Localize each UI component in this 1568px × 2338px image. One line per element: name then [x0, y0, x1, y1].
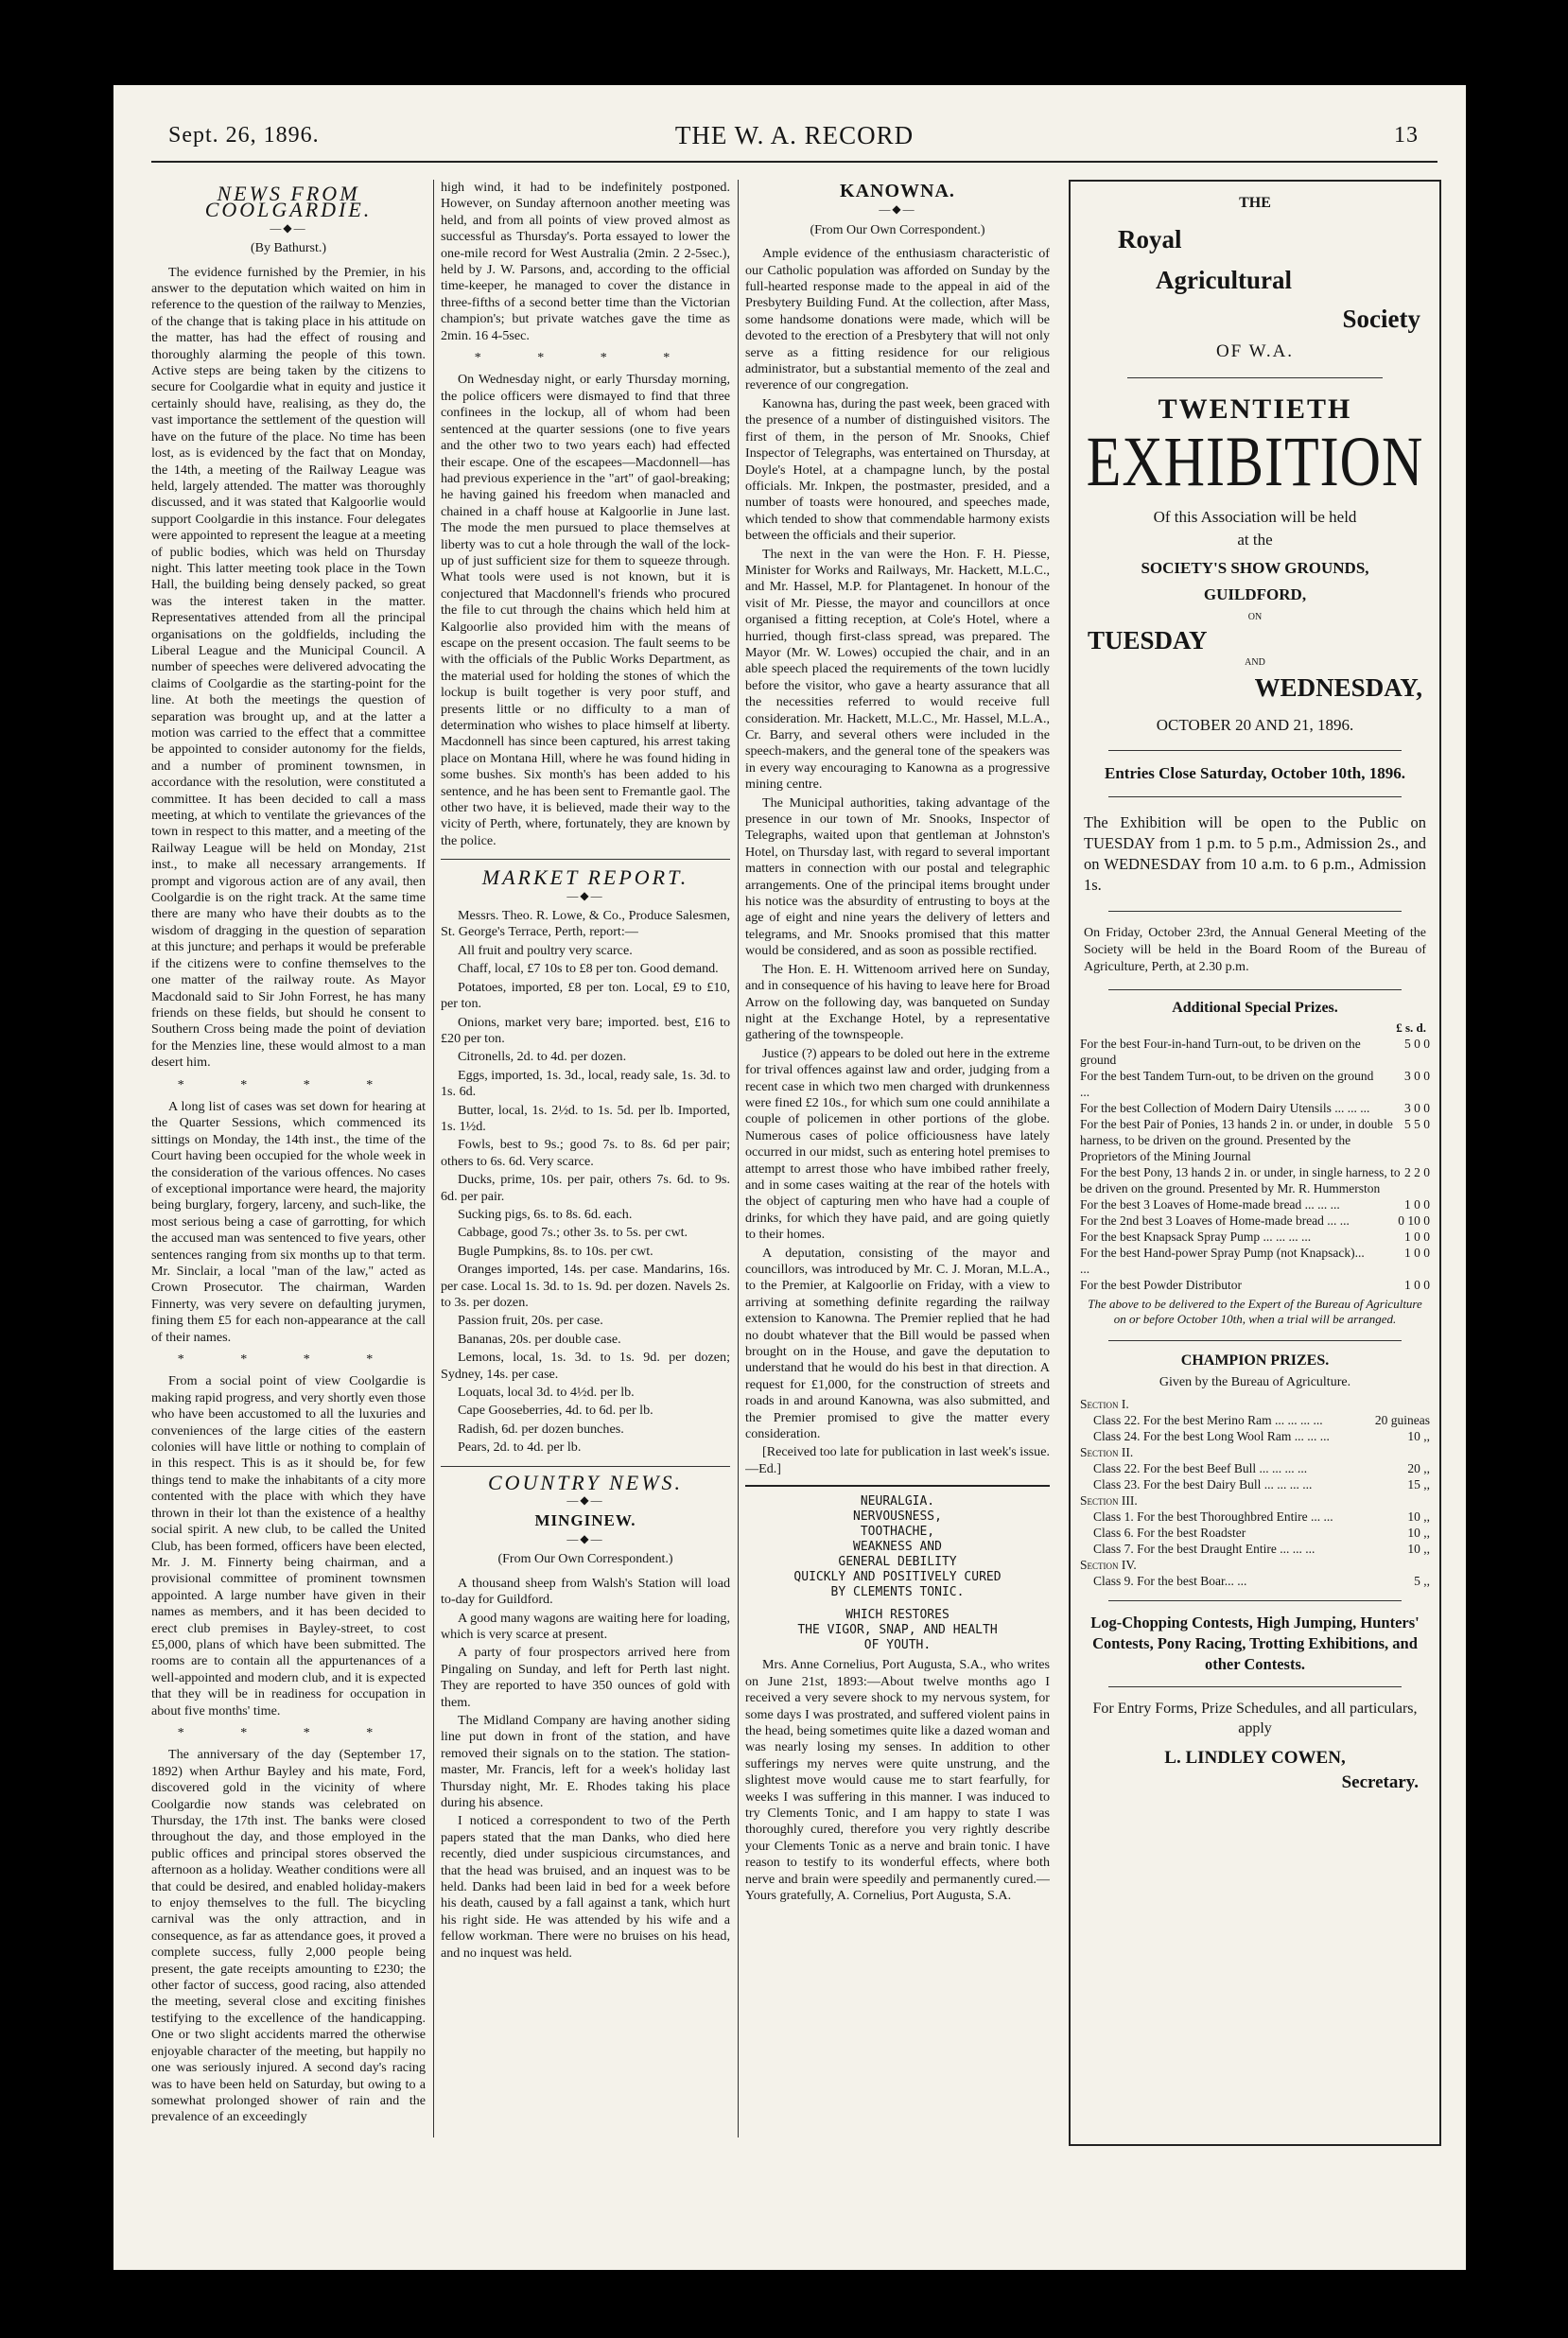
market-item: Fowls, best to 9s.; good 7s. to 8s. 6d per pair; others to 6s. 6d. Very scarce. — [441, 1137, 730, 1169]
column-kanowna — [745, 180, 1050, 2156]
prize-amount: 5 5 0 — [1404, 1117, 1430, 1131]
champion-amount: 10 ,, — [1407, 1429, 1430, 1443]
ad-guildford: GUILDFORD, — [1203, 585, 1307, 603]
ad-champion-prizes: CHAMPION PRIZES. — [1180, 1352, 1330, 1369]
article-paragraph: The next in the van were the Hon. F. H. Piesse, Minister for Works and Railways, Mr. Hackett, M.L.C., and Mr. Hassel, M.P. for Plantagenet. In honour of the visit of Mr. Piesse, the mayor and councillors at once organised a fitting reception, at Cole's Hotel, where a hurried, though first-class spread, was prepared. The Mayor (Mr. W. Lowes) occupied the chair, and in an able speech placed the requirements of the town lucidly before the visitor, who gave a hearty assurance that all the necessities referred to would receive full consideration. Mr. Hackett, M.L.C., Mr. Hassel, M.L.A., Cr. Barry, and several others were included in the speech-makers, and the general tone of the speakers was in every way encouraging to Kanowna as a progressive mining centre. — [745, 546, 1050, 793]
prize-row — [1080, 1100, 1430, 1116]
ad-forms: For Entry Forms, Prize Schedules, and all particulars, apply — [1092, 1701, 1418, 1736]
prize-list — [1080, 1036, 1430, 1293]
article-paragraph: A deputation, consisting of the mayor and councillors, was introduced by Mr. C. J. Moran, M.L.A., to the Premier, at Kalgoorlie on Friday, with a view to arriving at something definite regarding the railway extension to Kanowna. The Premier replied that he had no doubt whatever that the Bill would be passed when brought on in the House, and gave the deputation to understand that he would do his best in that direction. A request for £1,000, for the construction of streets and roads in and around Kanowna, was also submitted, and the Premier promised to give the matter every consideration. — [745, 1245, 1050, 1442]
champion-row — [1080, 1412, 1430, 1428]
advert-line: QUICKLY AND POSITIVELY CURED — [793, 1570, 1002, 1585]
section-stars: * * * * — [177, 1077, 400, 1092]
champion-class: Class 9. For the best Boar... ... — [1093, 1574, 1247, 1588]
ad-and: AND — [1245, 657, 1265, 668]
market-item: Radish, 6d. per dozen bunches. — [458, 1421, 624, 1437]
kanowna-heading: KANOWNA. — [840, 181, 955, 201]
section-stars: * * * * — [474, 351, 697, 366]
coolgardie-heading: NEWS FROM COOLGARDIE. — [204, 182, 373, 222]
champion-row — [1080, 1460, 1430, 1476]
article-paragraph: The anniversary of the day (September 17, 1892) when Arthur Bayley and his mate, Ford, discovered gold in the vicinity of where Coolgardie now stands was celebrated on Thursday, the 17th inst. The banks were closed throughout the day, and those employed in the public offices and principal stores observed the afternoon as a holiday. Weather conditions were all that could be desired, and enabled holiday-makers to enjoy themselves to the full. The bicycling carnival was the only attraction, and in consequence, as far as attendance goes, it proved a complete success, fully 2,000 people being present, the gate receipts amounting to £230; the other factor of success, good racing, also attended the meeting, several close and exciting finishes testifying to the excellence of the handicapping. One or two slight accidents marred the otherwise enjoyable character of the meeting, but happily no one was seriously injured. A second day's racing was to have been held on Saturday, but owing to a somewhat prolonged shower of rain and the prevalence of an exceedingly — [151, 1747, 426, 2125]
market-item: Cape Gooseberries, 4d. to 6d. per lb. — [458, 1403, 653, 1419]
section-label: Section IV. — [1080, 1558, 1137, 1572]
prize-row — [1080, 1068, 1430, 1100]
ad-secretary-name: L. LINDLEY COWEN, — [1164, 1748, 1346, 1768]
ad-given-by: Given by the Bureau of Agriculture. — [1159, 1375, 1351, 1389]
prize-amount: 2 2 0 — [1404, 1165, 1430, 1179]
ad-at-the: at the — [1237, 531, 1273, 549]
champion-section — [1080, 1444, 1430, 1460]
paper-title: THE W. A. RECORD — [674, 121, 915, 149]
ad-opening-hours: The Exhibition will be open to the Public on TUESDAY from 1 p.m. to 5 p.m., Admission 2s., and on WEDNESDAY from 10 a.m. to 6 p.m., Admission 1s. — [1084, 813, 1426, 894]
article-paragraph: A long list of cases was set down for hearing at the Quarter Sessions, which commenced its sittings on Monday, the 14th inst., the time of the Court having been occupied for the whole week in the consideration of the various offences. No cases of exceptional importance were heard, the majority being burglary, forgery, larceny, and such-like, the most serious being a case of garrotting, for which the accused man was sentenced to five years, other sentences ranging from six months up to that term. Mr. Sinclair, a local "man of the law," acted as Crown Prosecutor. The chairman, Warden Finnerty, was very severe on defaulting jurymen, fining them £5 for each non-appearance at the call of their names. — [151, 1098, 426, 1345]
advert-line: OF YOUTH. — [863, 1638, 932, 1653]
advert-line: BY CLEMENTS TONIC. — [830, 1585, 965, 1600]
prize-row — [1080, 1277, 1430, 1293]
minginew-heading: MINGINEW. — [534, 1511, 636, 1530]
article-paragraph: I noticed a correspondent to two of the Perth papers stated that the man Danks, who died here recently, died under suspicious circumstances, and that the head was bruised, and an inquest was to be held. Danks had been laid in bed for a week before his death, caused by a fall against a tank, which hurt his right side. He was attended by his wife and a fellow workman. There were no bruises on his head, and no inquest was held. — [441, 1813, 730, 1961]
champion-class: Class 6. For the best Roadster — [1093, 1526, 1246, 1540]
ad-twentieth: TWENTIETH — [1158, 393, 1352, 425]
ad-the: THE — [1239, 195, 1271, 211]
market-item: Oranges imported, 14s. per case. Mandarins, 16s. per case. Local 1s. 3d. to 1s. 9d. per dozen. Navels 2s. to 3s. per dozen. — [441, 1262, 730, 1310]
prize-description: For the best Powder Distributor — [1080, 1278, 1242, 1292]
market-item: Ducks, prime, 10s. per pair, others 7s. 6d. to 9s. 6d. per pair. — [441, 1172, 730, 1204]
market-item: Cabbage, good 7s.; other 3s. to 5s. per cwt. — [458, 1225, 688, 1241]
market-item: Passion fruit, 20s. per case. — [458, 1313, 603, 1329]
champion-amount: 10 ,, — [1407, 1509, 1430, 1524]
issue-date: Sept. 26, 1896. — [168, 123, 320, 148]
champion-row — [1080, 1428, 1430, 1444]
prize-amount: 1 0 0 — [1404, 1278, 1430, 1292]
prize-description: For the best Pair of Ponies, 13 hands 2 in. or under, in double harness, to be driven on the ground. Presented by the Proprietors of the Mining Journal — [1080, 1117, 1393, 1163]
advert-line: THE VIGOR, SNAP, AND HEALTH — [797, 1623, 998, 1638]
section-stars: * * * * — [177, 1352, 400, 1368]
byline: (By Bathurst.) — [250, 241, 327, 256]
market-item: Eggs, imported, 1s. 3d., local, ready sale, 1s. 3d. to 1s. 6d. — [441, 1067, 730, 1100]
ornament-divider: —◆— — [270, 220, 307, 235]
section-label: Section II. — [1080, 1445, 1134, 1459]
champion-amount: 5 ,, — [1414, 1574, 1430, 1588]
prize-description: For the 2nd best 3 Loaves of Home-made bread ... ... — [1080, 1213, 1350, 1228]
ad-of-wa: OF W.A. — [1215, 341, 1295, 361]
advert-line: TOOTHACHE, — [860, 1525, 935, 1540]
ad-held: Of this Association will be held — [1153, 508, 1357, 526]
ad-on: ON — [1247, 612, 1263, 622]
ad-agricultural: Agricultural — [1156, 266, 1292, 294]
ad-additional-prizes: Additional Special Prizes. — [1172, 1000, 1338, 1016]
masthead — [151, 112, 1437, 155]
champion-section — [1080, 1492, 1430, 1509]
market-item: Chaff, local, £7 10s to £8 per ton. Good demand. — [458, 961, 719, 977]
advert-line: NERVOUSNESS, — [853, 1509, 942, 1525]
prize-amount: 0 10 0 — [1398, 1213, 1430, 1228]
masthead-rule — [151, 161, 1437, 163]
ad-delivered-note: The above to be delivered to the Expert of the Bureau of Agriculture on or before October 10th, when a trial will be arranged. — [1088, 1297, 1422, 1326]
newspaper-page — [113, 85, 1466, 2270]
advert-testimonial: Mrs. Anne Cornelius, Port Augusta, S.A., who writes on June 21st, 1893:—About twelve months ago I received a very severe shock to my nervous system, for some days I was prostrated, and suffered violent pains in the head, being sometimes quite like a dazed woman and was nearly losing my senses. In addition to other sufferings my nerves were quite unstrung, and the slightest move would cause me to start fearfully, for weeks I was suffering in this manner. I was induced to try Clements Tonic, and I am happy to state I was thoroughly cured, therefore you very rightly describe your Clements Tonic as a nerve and brain tonic. I have reason to testify to its wonderful effects, where both nerve and brain were speedily and permanently cured.—Yours gratefully, A. Cornelius, Port Augusta, S.A. — [745, 1657, 1050, 1903]
ad-entries: Entries Close Saturday, October 10th, 1896. — [1105, 764, 1405, 782]
market-intro: Messrs. Theo. R. Lowe, & Co., Produce Salesmen, St. George's Terrace, Perth, report:— — [441, 908, 730, 940]
champion-list — [1080, 1396, 1430, 1589]
market-item: Lemons, local, 1s. 3d. to 1s. 9d. per dozen; Sydney, 14s. per case. — [441, 1350, 730, 1382]
champion-section — [1080, 1396, 1430, 1412]
champion-class: Class 22. For the best Merino Ram ... ... ... ... — [1093, 1413, 1323, 1427]
article-paragraph: The Midland Company are having another siding line put down in front of the station, and have removed their signals on to the station. The station-master, Mr. Francis, left for a week's holiday last Thursday night, Mr. E. Rhodes taking his place during his absence. — [441, 1712, 730, 1810]
champion-class: Class 22. For the best Beef Bull ... ... ... ... — [1093, 1461, 1308, 1475]
article-paragraph: Justice (?) appears to be doled out here in the extreme for trival offences against law and order, judging from a recent case in which two men charged with drunkenness were fined £2 10s., for which sum one could annihilate a couple of policemen in other portions of the globe. Numerous cases of police officiousness have lately occurred in our midst, such as entering hotel premises to attempt to arrest those who have imbibed rather freely, and in some cases waiting at the rear of the hotels with the object of capturing men who have had a couple of drinks, for which they have paid, and are going quietly to their homes. — [745, 1045, 1050, 1243]
market-item: Bananas, 20s. per double case. — [458, 1331, 621, 1347]
column-coolgardie — [151, 180, 426, 2156]
prize-amount: 5 0 0 — [1404, 1037, 1430, 1051]
country-heading: COUNTRY NEWS. — [487, 1470, 684, 1494]
article-paragraph: From a social point of view Coolgardie is making rapid progress, and very shortly even those who have been accustomed to all the luxuries and conveniences of the large cities of the eastern colonies will have little or nothing to complain of in this respect. This is as it should be, for few things tend to make the inhabitants of a city more contented with the place with which they have thrown in their lot than the existence of a healthy social spirit. A new club, to be called the United Club, has been formed, officers have been elected, Mr. J. M. Finnerty being chairman, and a provisional committee of prominent townsmen appointed. A large number have given in their names as members, and it has been decided to erect club premises in Bayley-street, to cost £5,000, plans of which have been submitted. The rooms are to contain all the appurtenances of a well-appointed and modern club, and it is expected that they will be in readiness for occupation in about five months' time. — [151, 1373, 426, 1719]
ornament-divider: —◆— — [566, 1531, 604, 1545]
champion-row — [1080, 1541, 1430, 1557]
market-item: Citronells, 2d. to 4d. per dozen. — [458, 1049, 627, 1065]
prize-description: For the best Tandem Turn-out, to be driven on the ground ... — [1080, 1069, 1374, 1099]
prize-row — [1080, 1116, 1430, 1164]
champion-amount: 10 ,, — [1407, 1542, 1430, 1556]
prize-description: For the best Pony, 13 hands 2 in. or under, in single harness, to be driven on the ground. Presented by Mr. R. Hummerston — [1080, 1165, 1401, 1195]
market-item: Sucking pigs, 6s. to 8s. 6d. each. — [458, 1206, 633, 1222]
prize-amount: 3 0 0 — [1404, 1069, 1430, 1083]
prize-amount: 1 0 0 — [1404, 1246, 1430, 1260]
prize-amount: 1 0 0 — [1404, 1197, 1430, 1212]
market-heading: MARKET REPORT. — [481, 865, 689, 890]
article-paragraph: The evidence furnished by the Premier, in his answer to the deputation which waited on him in reference to the question of the railway to Menzies, of the change that is taking place in his attitude on the matter, has had the effect of rousing and thoroughly alarming the people of this town. Active steps are being taken by the citizens to secure for Coolgardie what in equity and justice it certainly should have, realising, as they do, the vast importance the settlement of the question will have on the future of the place. No time has been lost, as is evidenced by the fact that on Monday, the 14th, a meeting of the Railway League was held, largely attended. The matter was thoroughly discussed, and it was stated that Kalgoorlie would support Coolgardie in this instance. Four delegates were appointed to represent the league at a meeting of public bodies, which was held on Thursday night. This latter meeting took place in the Town Hall, the building being densely packed, so great was the interest taken in the matter. Representatives attended from all the principal organisations on the goldfields, including the Liberal League and the Municipal Council. A number of speeches were delivered advocating the claims of Coolgardie as the starting-point for the line. At both the meetings the question of separation was brought up, and at the latter a motion was carried to the effect that a committee be appointed to consider autonomy for the fields, and a number of prominent townsmen, in accordance with the resolution, were constituted a committee. It has been decided to call a mass meeting, at which to ventilate the grievances of the town in respect to this matter, and a meeting of the Railway League will be held on Monday, 21st inst., to make all necessary arrangements. If prompt and vigorous action are of any avail, then Coolgardie is on the right track. At the same time there are many who have their doubts as to the wisdom of dragging in the question of separation at this juncture; and perhaps it would be preferable if the citizens were to confine themselves to the one matter of the railway route. As Mayor Macdonald said to Sir John Forrest, he has many friends on these fields, but should he consent to Southern Cross being made the point of deviation for the Menzies line, these would almost to a man desert him. — [151, 264, 426, 1071]
prize-description: For the best Knapsack Spray Pump ... ... ... ... — [1080, 1230, 1312, 1244]
market-item: Onions, market very bare; imported. best, £16 to £20 per ton. — [441, 1014, 730, 1046]
ad-secretary-title: Secretary. — [1341, 1772, 1419, 1792]
correspondent-line: (From Our Own Correspondent.) — [810, 222, 985, 237]
advert-rule — [745, 1485, 1050, 1487]
market-item: All fruit and poultry very scarce. — [458, 942, 633, 958]
article-paragraph: On Wednesday night, or early Thursday morning, the police officers were dismayed to find that three confinees in the lockup, all of whom had been sentenced at the quarter sessions (one to five years and the other two to two years each) had effected their escape. One of the escapees—Macdonnell—has had previous experience in the "art" of gaol-breaking; he having gained his freedom when manacled and chained in a chaff house at Kalgoorlie in June last. The mode the men pursued to place themselves at liberty was to cut a hole through the wall of the lock-up of just sufficient size for them to squeeze through. What tools were used is not known, but it is conjectured that Macdonnell's friends who procured the file to cut through the chains which held him at Kalgoorlie also provided him with the means of escape on the present occasion. The fault seems to be with the officials of the Public Works Department, as the material used for holding the stones of which the lockup is built together is very poor stuff, and presents little or no difficulty to a man of determination who wishes to place himself at liberty. Macdonnell has since been captured, his arrest taking place on Montana Hill, where he was found hiding in some bushes. Six month's has been added to his sentence, and he has been sent to Fremantle gaol. The other two have, it is believed, made their way to the vicity of Perth, where, fortunately, they are known by the police. — [441, 372, 730, 848]
prize-row — [1080, 1245, 1430, 1277]
section-rule — [441, 1466, 730, 1467]
prize-row — [1080, 1036, 1430, 1068]
advert-line: NEURALGIA. — [860, 1494, 935, 1509]
editor-note: [Received too late for publication in last week's issue.—Ed.] — [745, 1444, 1050, 1476]
prize-amount: 1 0 0 — [1404, 1230, 1430, 1244]
ad-contests: Log-Chopping Contests, High Jumping, Hunters' Contests, Pony Racing, Trotting Exhibitions, and other Contests. — [1090, 1614, 1420, 1673]
section-rule — [441, 859, 730, 860]
advert-line: WEAKNESS AND — [853, 1540, 942, 1555]
market-item: Bugle Pumpkins, 8s. to 10s. per cwt. — [458, 1243, 653, 1259]
prize-description: For the best 3 Loaves of Home-made bread ... ... ... — [1080, 1197, 1340, 1212]
prize-row — [1080, 1196, 1430, 1213]
column-rule — [738, 180, 739, 2137]
prize-amount: 3 0 0 — [1404, 1101, 1430, 1115]
ad-dates: OCTOBER 20 AND 21, 1896. — [1156, 716, 1354, 734]
prize-description: For the best Four-in-hand Turn-out, to be driven on the ground — [1080, 1037, 1361, 1067]
article-paragraph: high wind, it had to be indefinitely postponed. However, on Sunday afternoon another meeting was held, and from all points of view proved almost as successful as Thursday's. Porta essayed to lower the one-mile record for West Australia (2min. 2 2-5sec.), held by J. W. Parsons, and, according to the official time-keeper, he managed to cover the distance in three-fifths of a second better time than the Victorian champion's; but private watches gave the time as 2min. 16 4-5sec. — [441, 180, 730, 343]
market-list — [441, 943, 730, 1457]
article-paragraph: Ample evidence of the enthusiasm characteristic of our Catholic population was afforded on Sunday by the full-hearted response made to the appeal in aid of the Presbytery Building Fund. At the collection, after Mass, some handsome donations were made, which will be devoted to the erection of a Presbytery that will not only serve as a fitting residence for our religious administrator, but a substantial memento of the zeal and reverence of our congregation. — [745, 246, 1050, 393]
ad-grounds: SOCIETY'S SHOW GROUNDS, — [1141, 559, 1369, 577]
article-paragraph: A party of four prospectors arrived here from Pingaling on Sunday, and left for Perth last night. They are reported to have 350 ounces of gold with them. — [441, 1645, 730, 1710]
clements-tonic-advert-heading — [745, 1494, 1050, 1600]
champion-row — [1080, 1525, 1430, 1541]
champion-amount: 10 ,, — [1407, 1526, 1430, 1540]
ad-tuesday: TUESDAY — [1088, 626, 1208, 654]
champion-class: Class 23. For the best Dairy Bull ... ... ... ... — [1093, 1477, 1313, 1492]
prize-row — [1080, 1229, 1430, 1245]
champion-class: Class 24. For the best Long Wool Ram ... ... ... — [1093, 1429, 1330, 1443]
champion-row — [1080, 1476, 1430, 1492]
ad-exhibition: EXHIBITION — [1086, 422, 1424, 501]
market-item: Pears, 2d. to 4d. per lb. — [458, 1439, 582, 1456]
column-market — [441, 180, 730, 2156]
ornament-divider: —◆— — [879, 202, 916, 217]
champion-class: Class 1. For the best Thoroughbred Entire ... ... — [1093, 1509, 1333, 1524]
prize-row — [1080, 1213, 1430, 1229]
clements-tonic-advert-subheading — [745, 1608, 1050, 1653]
prize-row — [1080, 1164, 1430, 1196]
article-paragraph: The Municipal authorities, taking advantage of the presence in our town of Mr. Snooks, Inspector of Telegraphs, waited upon that gentleman at Johnston's Hotel, on Thursday last, with regard to several important matters in connection with our postal and telegraphic arrangements. One of the principal items brought under his notice was the absurdity of entrusting to boys at the age of eight and nine years the delivery of letters and telegrams, and Mr. Snooks promised that this matter would be considered, and as soon as possible rectified. — [745, 794, 1050, 959]
champion-amount: 20 ,, — [1407, 1461, 1430, 1475]
article-paragraph: A good many wagons are waiting here for loading, which is very scarce at present. — [441, 1610, 730, 1642]
ad-society: Society — [1342, 305, 1420, 333]
article-paragraph: The Hon. E. H. Wittenoom arrived here on Sunday, and in consequence of his having to leave here for Broad Arrow on the following day, was banqueted on Sunday night at the Exchange Hotel, by a representative gathering of the townspeople. — [745, 961, 1050, 1043]
page-number: 13 — [1394, 123, 1419, 148]
champion-class: Class 7. For the best Draught Entire ... ... ... — [1093, 1542, 1315, 1556]
section-stars: * * * * — [177, 1725, 400, 1740]
prize-description: For the best Collection of Modern Dairy Utensils ... ... ... — [1080, 1101, 1370, 1115]
market-item: Loquats, local 3d. to 4½d. per lb. — [458, 1385, 635, 1401]
ad-lsd-header: £ s. d. — [1396, 1021, 1426, 1035]
section-label: Section III. — [1080, 1493, 1138, 1508]
column-rule — [433, 180, 434, 2137]
ornament-divider: —◆— — [566, 1493, 604, 1508]
exhibition-advert — [1069, 180, 1441, 2146]
champion-amount: 20 guineas — [1374, 1413, 1430, 1427]
article-paragraph: Kanowna has, during the past week, been graced with the presence of a number of distinguished visitors. The first of them, in the person of Mr. Snooks, Chief Inspector of Telegraphs, was entertained on Thursday, at Doyle's Hotel, at a champagne lunch, by the postal officials. Mr. Inkpen, the postmaster, presided, and a number of toasts were honoured, and speeches made, which tended to show that commendable harmony exists between the officials and their superior. — [745, 395, 1050, 544]
correspondent-line: (From Our Own Correspondent.) — [497, 1552, 673, 1567]
champion-section — [1080, 1557, 1430, 1573]
prize-description: For the best Hand-power Spray Pump (not Knapsack)... ... — [1080, 1246, 1365, 1276]
advert-line: GENERAL DEBILITY — [838, 1555, 957, 1570]
section-label: Section I. — [1080, 1397, 1129, 1411]
ad-general-meeting: On Friday, October 23rd, the Annual General Meeting of the Society will be held in the Board Room of the Bureau of Agriculture, Perth, at 2.30 p.m. — [1084, 926, 1426, 974]
champion-amount: 15 ,, — [1407, 1477, 1430, 1492]
ad-royal: Royal — [1118, 225, 1182, 253]
champion-row — [1080, 1573, 1430, 1589]
market-item: Potatoes, imported, £8 per ton. Local, £9 to £10, per ton. — [441, 979, 730, 1012]
article-paragraph: A thousand sheep from Walsh's Station will load to-day for Guildford. — [441, 1575, 730, 1608]
advert-line: WHICH RESTORES — [845, 1608, 950, 1623]
market-item: Butter, local, 1s. 2½d. to 1s. 5d. per lb. Imported, 1s. 1½d. — [441, 1102, 730, 1134]
ad-wednesday: WEDNESDAY, — [1254, 673, 1422, 702]
ornament-divider: —◆— — [566, 888, 604, 902]
champion-row — [1080, 1509, 1430, 1525]
